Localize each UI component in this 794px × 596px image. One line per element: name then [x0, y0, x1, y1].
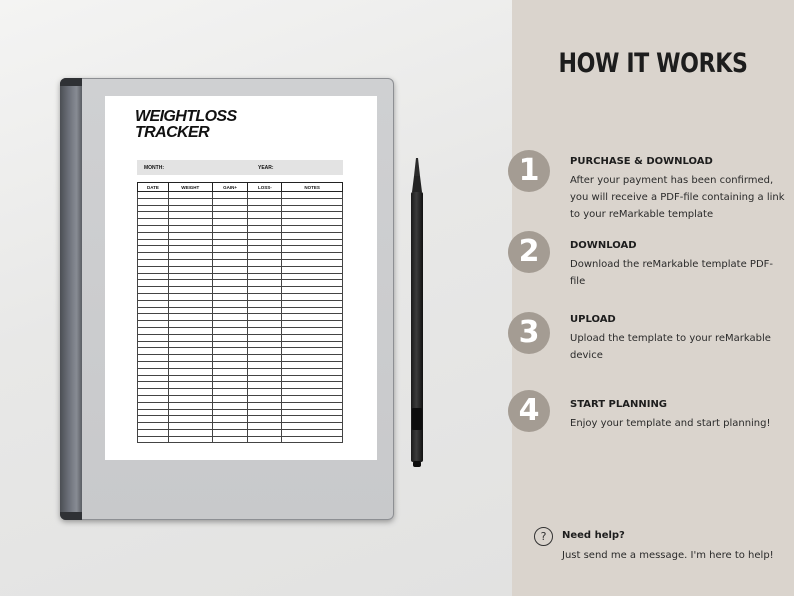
- table-cell: [138, 375, 169, 382]
- table-cell: [212, 307, 248, 314]
- table-cell: [138, 368, 169, 375]
- table-cell: [248, 314, 282, 321]
- column-header-date: DATE: [138, 183, 169, 192]
- table-cell: [138, 409, 169, 416]
- table-cell: [168, 355, 212, 362]
- table-cell: [248, 225, 282, 232]
- table-cell: [248, 429, 282, 436]
- step-1-number-badge: 1: [508, 150, 550, 192]
- table-cell: [248, 389, 282, 396]
- table-cell: [168, 361, 212, 368]
- table-cell: [248, 416, 282, 423]
- table-cell: [138, 348, 169, 355]
- table-cell: [212, 382, 248, 389]
- month-label: MONTH:: [144, 165, 164, 171]
- table-row: [138, 246, 343, 253]
- table-cell: [138, 307, 169, 314]
- table-cell: [248, 436, 282, 443]
- tablet-spine-cap-top: [60, 78, 82, 86]
- table-cell: [212, 348, 248, 355]
- table-cell: [168, 280, 212, 287]
- table-cell: [168, 423, 212, 430]
- table-cell: [282, 375, 343, 382]
- table-cell: [138, 389, 169, 396]
- table-cell: [212, 389, 248, 396]
- table-cell: [212, 314, 248, 321]
- how-it-works-panel: [512, 0, 794, 596]
- table-cell: [248, 307, 282, 314]
- table-row: [138, 355, 343, 362]
- step-4-text: Enjoy your template and start planning!: [570, 418, 771, 429]
- table-body: [138, 192, 343, 443]
- table-cell: [138, 416, 169, 423]
- table-cell: [248, 375, 282, 382]
- table-row: [138, 348, 343, 355]
- table-row: [138, 416, 343, 423]
- table-cell: [282, 239, 343, 246]
- table-row: [138, 361, 343, 368]
- table-cell: [168, 375, 212, 382]
- table-cell: [168, 368, 212, 375]
- table-cell: [212, 246, 248, 253]
- table-cell: [282, 355, 343, 362]
- question-mark-icon: ?: [534, 527, 553, 546]
- table-row: [138, 205, 343, 212]
- table-cell: [282, 273, 343, 280]
- table-cell: [138, 259, 169, 266]
- table-row: [138, 402, 343, 409]
- table-cell: [212, 287, 248, 294]
- table-cell: [138, 382, 169, 389]
- table-cell: [168, 219, 212, 226]
- table-cell: [282, 368, 343, 375]
- table-row: [138, 225, 343, 232]
- table-cell: [212, 259, 248, 266]
- table-cell: [282, 287, 343, 294]
- table-cell: [168, 436, 212, 443]
- table-cell: [168, 293, 212, 300]
- table-cell: [248, 239, 282, 246]
- table-cell: [282, 423, 343, 430]
- table-cell: [248, 409, 282, 416]
- column-header-notes: NOTES: [282, 183, 343, 192]
- table-cell: [248, 266, 282, 273]
- table-cell: [138, 239, 169, 246]
- table-cell: [282, 409, 343, 416]
- table-cell: [282, 192, 343, 199]
- table-cell: [282, 293, 343, 300]
- help-heading: Need help?: [562, 530, 625, 541]
- table-cell: [248, 246, 282, 253]
- column-header-weight: WEIGHT: [168, 183, 212, 192]
- table-cell: [138, 361, 169, 368]
- table-cell: [168, 409, 212, 416]
- table-cell: [168, 205, 212, 212]
- table-cell: [212, 198, 248, 205]
- table-cell: [248, 368, 282, 375]
- table-cell: [212, 395, 248, 402]
- table-cell: [282, 334, 343, 341]
- table-row: [138, 293, 343, 300]
- table-cell: [282, 246, 343, 253]
- table-cell: [248, 198, 282, 205]
- table-cell: [248, 273, 282, 280]
- table-cell: [282, 395, 343, 402]
- table-cell: [282, 232, 343, 239]
- table-cell: [138, 253, 169, 260]
- month-year-bar: [137, 160, 343, 175]
- table-cell: [138, 429, 169, 436]
- step-4-number-badge: 4: [508, 390, 550, 432]
- table-cell: [282, 266, 343, 273]
- table-cell: [168, 327, 212, 334]
- table-cell: [168, 212, 212, 219]
- table-row: [138, 334, 343, 341]
- tracker-title: [135, 109, 237, 141]
- table-row: [138, 368, 343, 375]
- tablet-spine-cap-bottom: [60, 512, 82, 520]
- table-cell: [212, 436, 248, 443]
- table-cell: [248, 219, 282, 226]
- step-2-heading: DOWNLOAD: [570, 240, 637, 251]
- table-cell: [248, 382, 282, 389]
- table-cell: [138, 192, 169, 199]
- table-cell: [138, 280, 169, 287]
- table-cell: [168, 300, 212, 307]
- table-cell: [248, 334, 282, 341]
- table-row: [138, 266, 343, 273]
- table-cell: [138, 334, 169, 341]
- table-row: [138, 192, 343, 199]
- help-text: Just send me a message. I'm here to help!: [562, 550, 774, 561]
- table-cell: [212, 192, 248, 199]
- table-row: [138, 232, 343, 239]
- table-cell: [168, 198, 212, 205]
- table-cell: [138, 402, 169, 409]
- table-cell: [138, 246, 169, 253]
- table-cell: [212, 273, 248, 280]
- table-row: [138, 259, 343, 266]
- table-cell: [212, 253, 248, 260]
- table-cell: [248, 361, 282, 368]
- column-header-loss: LOSS-: [248, 183, 282, 192]
- table-row: [138, 253, 343, 260]
- table-row: [138, 436, 343, 443]
- table-cell: [168, 192, 212, 199]
- table-row: [138, 314, 343, 321]
- table-cell: [212, 239, 248, 246]
- table-cell: [282, 314, 343, 321]
- table-cell: [248, 293, 282, 300]
- table-cell: [282, 307, 343, 314]
- tracker-title-line1: WEIGHTLOSS: [135, 108, 237, 125]
- table-row: [138, 395, 343, 402]
- table-cell: [248, 287, 282, 294]
- remarkable-tablet: [60, 78, 394, 520]
- table-cell: [212, 321, 248, 328]
- table-row: [138, 429, 343, 436]
- table-cell: [138, 212, 169, 219]
- table-row: [138, 212, 343, 219]
- table-cell: [282, 205, 343, 212]
- weight-log-table: [137, 182, 343, 443]
- table-cell: [168, 341, 212, 348]
- tracker-title-line2: TRACKER: [135, 124, 210, 141]
- table-cell: [212, 375, 248, 382]
- table-row: [138, 307, 343, 314]
- table-cell: [212, 334, 248, 341]
- table-cell: [282, 429, 343, 436]
- table-cell: [282, 300, 343, 307]
- table-cell: [282, 436, 343, 443]
- table-cell: [168, 232, 212, 239]
- table-cell: [282, 259, 343, 266]
- table-cell: [212, 429, 248, 436]
- table-cell: [138, 321, 169, 328]
- table-cell: [282, 402, 343, 409]
- table-cell: [168, 266, 212, 273]
- table-cell: [212, 205, 248, 212]
- table-cell: [138, 266, 169, 273]
- table-cell: [138, 205, 169, 212]
- table-cell: [138, 293, 169, 300]
- table-cell: [248, 341, 282, 348]
- table-cell: [212, 361, 248, 368]
- table-cell: [248, 253, 282, 260]
- table-cell: [212, 368, 248, 375]
- table-cell: [168, 287, 212, 294]
- table-row: [138, 287, 343, 294]
- table-cell: [138, 198, 169, 205]
- table-cell: [282, 253, 343, 260]
- table-cell: [248, 232, 282, 239]
- table-cell: [212, 212, 248, 219]
- table-cell: [212, 402, 248, 409]
- table-cell: [138, 436, 169, 443]
- step-4-heading: START PLANNING: [570, 399, 668, 410]
- table-cell: [212, 232, 248, 239]
- table-cell: [248, 259, 282, 266]
- table-cell: [138, 300, 169, 307]
- table-cell: [248, 402, 282, 409]
- table-header-row: [138, 183, 343, 192]
- table-cell: [282, 382, 343, 389]
- tablet-screen: [105, 96, 377, 460]
- table-cell: [168, 382, 212, 389]
- table-cell: [212, 327, 248, 334]
- table-cell: [138, 273, 169, 280]
- table-cell: [168, 253, 212, 260]
- table-cell: [138, 355, 169, 362]
- table-cell: [168, 246, 212, 253]
- table-row: [138, 273, 343, 280]
- step-2-number-badge: 2: [508, 231, 550, 273]
- table-cell: [248, 205, 282, 212]
- table-cell: [138, 225, 169, 232]
- table-row: [138, 321, 343, 328]
- step-3-text: Upload the template to your reMarkable device: [570, 333, 771, 361]
- table-cell: [168, 225, 212, 232]
- panel-title: HOW IT WORKS: [558, 48, 748, 79]
- step-3-heading: UPLOAD: [570, 314, 616, 325]
- table-cell: [168, 389, 212, 396]
- table-row: [138, 389, 343, 396]
- table-cell: [138, 314, 169, 321]
- table-row: [138, 327, 343, 334]
- table-cell: [168, 273, 212, 280]
- table-cell: [212, 416, 248, 423]
- table-cell: [282, 341, 343, 348]
- column-header-gain: GAIN+: [212, 183, 248, 192]
- tablet-spine: [60, 78, 82, 520]
- year-label: YEAR:: [258, 165, 274, 171]
- table-cell: [168, 395, 212, 402]
- table-cell: [168, 239, 212, 246]
- table-cell: [138, 395, 169, 402]
- table-cell: [282, 198, 343, 205]
- table-cell: [212, 423, 248, 430]
- table-row: [138, 239, 343, 246]
- table-cell: [282, 212, 343, 219]
- table-cell: [248, 327, 282, 334]
- table-cell: [282, 389, 343, 396]
- table-row: [138, 280, 343, 287]
- table-cell: [212, 225, 248, 232]
- table-row: [138, 300, 343, 307]
- table-row: [138, 382, 343, 389]
- table-cell: [138, 341, 169, 348]
- table-cell: [248, 300, 282, 307]
- table-cell: [282, 416, 343, 423]
- table-cell: [282, 280, 343, 287]
- table-cell: [248, 212, 282, 219]
- table-cell: [248, 321, 282, 328]
- marker-pen: [407, 158, 427, 468]
- step-1-text: After your payment has been confirmed, you will receive a PDF-file containing a link to your reMarkable template: [570, 175, 785, 220]
- table-cell: [212, 355, 248, 362]
- step-2-text: Download the reMarkable template PDF-file: [570, 259, 773, 287]
- table-row: [138, 198, 343, 205]
- table-cell: [282, 225, 343, 232]
- table-cell: [248, 280, 282, 287]
- table-cell: [138, 287, 169, 294]
- table-row: [138, 409, 343, 416]
- table-cell: [248, 192, 282, 199]
- table-cell: [212, 280, 248, 287]
- table-cell: [282, 327, 343, 334]
- table-row: [138, 219, 343, 226]
- table-cell: [282, 348, 343, 355]
- table-cell: [138, 232, 169, 239]
- table-cell: [168, 259, 212, 266]
- table-cell: [248, 423, 282, 430]
- table-cell: [212, 266, 248, 273]
- step-1-heading: PURCHASE & DOWNLOAD: [570, 156, 713, 167]
- table-row: [138, 423, 343, 430]
- table-cell: [138, 219, 169, 226]
- table-cell: [282, 219, 343, 226]
- table-cell: [168, 321, 212, 328]
- table-cell: [138, 423, 169, 430]
- table-cell: [248, 395, 282, 402]
- table-row: [138, 341, 343, 348]
- table-cell: [168, 314, 212, 321]
- table-cell: [212, 219, 248, 226]
- table-cell: [168, 416, 212, 423]
- table-cell: [168, 348, 212, 355]
- table-cell: [248, 348, 282, 355]
- table-cell: [212, 341, 248, 348]
- table-cell: [168, 402, 212, 409]
- table-cell: [168, 307, 212, 314]
- table-cell: [212, 409, 248, 416]
- table-row: [138, 375, 343, 382]
- table-cell: [248, 355, 282, 362]
- table-cell: [212, 300, 248, 307]
- table-cell: [168, 429, 212, 436]
- table-cell: [138, 327, 169, 334]
- step-3-number-badge: 3: [508, 312, 550, 354]
- table-cell: [282, 321, 343, 328]
- table-cell: [212, 293, 248, 300]
- table-cell: [168, 334, 212, 341]
- table-cell: [282, 361, 343, 368]
